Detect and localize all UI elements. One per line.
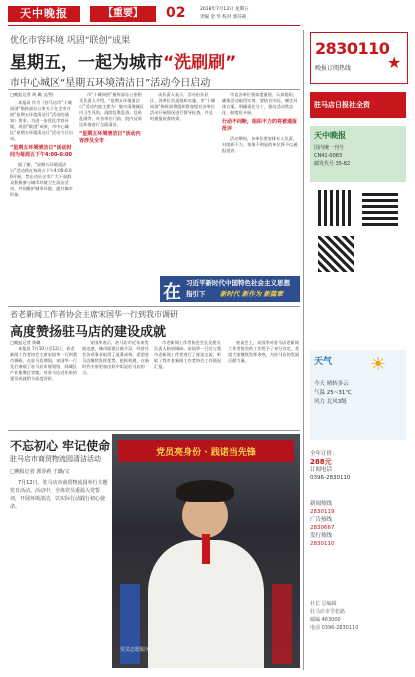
lead-col-1 <box>10 92 74 272</box>
lead-col4-heading: 行动不间断，组织不力的将被通报批评 <box>222 119 298 132</box>
story2-col-3 <box>154 340 224 428</box>
lead-col1-body-2: 据了解，“星期五环境清洁日”活动将在每周五下午4:00-6:00开展，旨在动员全市广大干部群众积极参与城市环境卫生清洁活动，共同维护城市环境，提升城市形象。 <box>10 162 73 197</box>
contact-line: 新闻热线 <box>310 501 333 507</box>
theme-banner <box>160 276 300 302</box>
weather-box <box>310 350 406 440</box>
paper-promo-text: 驻马店日报社全资 <box>314 101 370 109</box>
lead-kicker: 优化市容环境 巩固“联创”成果 <box>10 36 131 46</box>
story2-col3-body: 市老新闻工作者协会会长及相关负责人陪同调研。宋国华一行还与我市老新闻工作者进行了座谈交流，听取了我市老新闻工作者协会工作情况汇报。 <box>154 340 222 369</box>
lead-title-part-b: “洗刷刷” <box>163 53 237 73</box>
footer-line: 驻马店市雪松路 <box>310 609 346 615</box>
weather-title: 天气 <box>314 357 333 367</box>
lead-title-part-a: 星期五，一起为城市 <box>10 53 163 73</box>
lead-col1-heading: “星期五环境清洁日”活动时间为每周五下午4:00-6:00 <box>10 145 72 158</box>
subscription-number: 2830110 <box>315 39 390 58</box>
lead-col4-body: 市直各单位要高度重视，认真组织，确保活动取得实效。要结合实际，制定具体方案，明确责任分工，推动活动常态化、制度化开展。 <box>222 92 298 115</box>
paper-info-line: 邮发代号 35-82 <box>314 161 351 167</box>
photo-sign-text: 党员志愿服务 <box>120 647 151 653</box>
qr-code-icon <box>318 236 354 272</box>
speaker-hair <box>176 480 234 502</box>
contact-line: 广告热线 <box>310 517 333 523</box>
sub-line: 全年订价： <box>310 451 338 457</box>
banner-left-char: 在 <box>163 282 181 303</box>
banner-line-2: 指引下 <box>186 290 206 298</box>
lead-col2-heading: “星期五环境清洁日”活动内容涉及全市 <box>79 131 141 144</box>
sub-line: 0396-2830110 <box>310 475 351 481</box>
story3-byline: □晚报记者 郭莎莉 王璐/文 <box>10 469 70 475</box>
story2-col4-body: 座谈会上，宋国华对驻马店老新闻工作者协会的工作给予了充分肯定，希望大家继续发挥余热，为驻马店的发展贡献力量。 <box>228 340 300 363</box>
footer-line: 邮编 463000 <box>310 617 341 623</box>
lead-col1-body: 本报讯 作为《驻马店市“十城同创”指挥部办公室关于在全市开展“星期五环境清洁日”活动的通知》要求，为进一步优化市容环境，巩固“联创”成果，市中心城区“星期五环境清洁日”活动今日启动。 <box>10 100 73 141</box>
contact-lines <box>310 500 406 548</box>
story2-kicker: 省老新闻工作者协会主席宋国华一行到我市调研 <box>10 310 178 319</box>
section-rule-3 <box>8 430 300 431</box>
story3-title: 不忘初心 牢记使命 <box>10 439 111 453</box>
story2-col-4 <box>228 340 300 428</box>
weather-line: 风力 北风3级 <box>314 399 347 405</box>
date-line: 2018年7月13日 星期五 <box>200 7 249 12</box>
story2-col2-body: 宋国华表示，驻马店市近年来发展迅速，城市面貌日新月异，经济社会各项事业取得了显著成效。希望驻马店继续发挥优势，抢抓机遇，在新时代中原更加出彩中彰显驻马店担当。 <box>82 340 150 375</box>
lead-col-2 <box>79 92 145 272</box>
section-rule-2 <box>8 306 300 307</box>
lead-subtitle: 市中心城区“星期五环境清洁日”活动今日启动 <box>10 78 211 89</box>
photo-banner-text: 党员亮身份 · 践诺当先锋 <box>156 448 256 458</box>
sub-line: 订阅电话 <box>310 467 333 473</box>
contact-line: 发行热线 <box>310 533 333 539</box>
story2-col-2 <box>82 340 150 428</box>
sun-icon: ☀ <box>370 354 387 375</box>
lead-title <box>10 48 236 73</box>
qr-code-icon <box>318 190 354 226</box>
speaker-badge <box>202 534 210 564</box>
masthead-logo: 天中晚报 <box>8 6 80 22</box>
photo-stage-banner <box>118 440 294 462</box>
header-rule <box>8 25 300 26</box>
qr-code-icon <box>362 190 398 226</box>
section-label: 【重要】 <box>90 6 156 22</box>
sub-line: 288元 <box>310 458 332 466</box>
footer-line: 电话 0396-2830110 <box>310 625 359 631</box>
banner-line-3: 新时代 新作为 新篇章 <box>220 290 284 298</box>
lead-byline: □晚报记者 黄 璐 文/图 <box>10 92 53 97</box>
story2-col1-body: 本报讯 7月10日至12日，省老新闻工作者协会主席宋国华一行到我市调研。在驻马店期间，宋国华一行先后参观了驻马店市规划馆、驿城区产业集聚区等地，对驻马店近年来的建设成就给予高度评价。 <box>10 346 78 381</box>
qr-blocks <box>310 190 406 280</box>
event-photo <box>112 434 300 668</box>
contact-line: 2830667 <box>310 525 335 531</box>
lead-rule <box>8 89 300 90</box>
footer-line: 社长 总编辑 <box>310 601 337 607</box>
subscription-ad <box>310 32 408 84</box>
paper-info-title: 天中晚报 <box>314 131 346 140</box>
lead-col2-body: 市“十城同创”指挥部办公室相关负责人介绍，“星期五环境清洁日”活动内容主要为：集中清理城区内卫生死角，清除乱堆乱放、乱贴乱画等，对各单位门前、院内及周边环境进行全面清洁。 <box>79 92 144 127</box>
story3-body-text: 7月12日，驻马店市商贸物流园举行主题党日活动。活动中，全体党员重温入党誓词，开展环境清洁，以实际行动践行初心使命。 <box>10 480 108 510</box>
story2-byline: □晚报记者 黄璐 <box>10 340 41 345</box>
lead-col4-body-2: 活动期间，各单位要安排专人负责，对组织不力、效果不明显的单位将予以通报批评。 <box>222 136 298 153</box>
sidebar-divider <box>303 30 304 670</box>
story2-col-1 <box>10 340 78 428</box>
banner-line-1: 习近平新时代中国特色社会主义思想 <box>186 279 290 287</box>
lead-col-3 <box>150 92 216 272</box>
photo-backdrop-right <box>272 584 292 664</box>
story3-body <box>10 468 108 668</box>
red-star-icon: ★ <box>387 53 402 72</box>
subscription-label: 晚报订阅热线 <box>315 65 352 72</box>
editor-line: 责编 金 华 校对 郭莎莉 <box>200 15 247 20</box>
paper-info-lines <box>314 144 350 168</box>
weather-line: 今天 晴转多云 <box>314 381 349 387</box>
page-number: 02 <box>166 5 186 21</box>
weather-lines <box>314 380 352 407</box>
paper-info-line: 国内统一刊号 <box>314 145 345 151</box>
paper-info-box <box>310 126 406 182</box>
footer-lines <box>310 600 406 632</box>
lead-col3-body: 该负责人表示，活动由各县区、各单位负责组织实施，市“十城同创”指挥部将组织督查组对各单位活动开展情况进行督导检查，并及时通报检查结果。 <box>150 92 215 121</box>
paper-promo <box>310 92 406 118</box>
story3-subtitle: 驻马店市商贸物流园清洁活动 <box>10 455 101 463</box>
story2-title: 高度赞扬驻马店的建设成就 <box>10 325 167 340</box>
subscription-lines <box>310 450 406 482</box>
lead-col-4 <box>222 92 300 272</box>
contact-line: 2830119 <box>310 509 335 515</box>
paper-info-line: CN41-0083 <box>314 153 343 159</box>
contact-line: 2830110 <box>310 541 335 547</box>
weather-line: 气温 25~31℃ <box>314 390 352 396</box>
